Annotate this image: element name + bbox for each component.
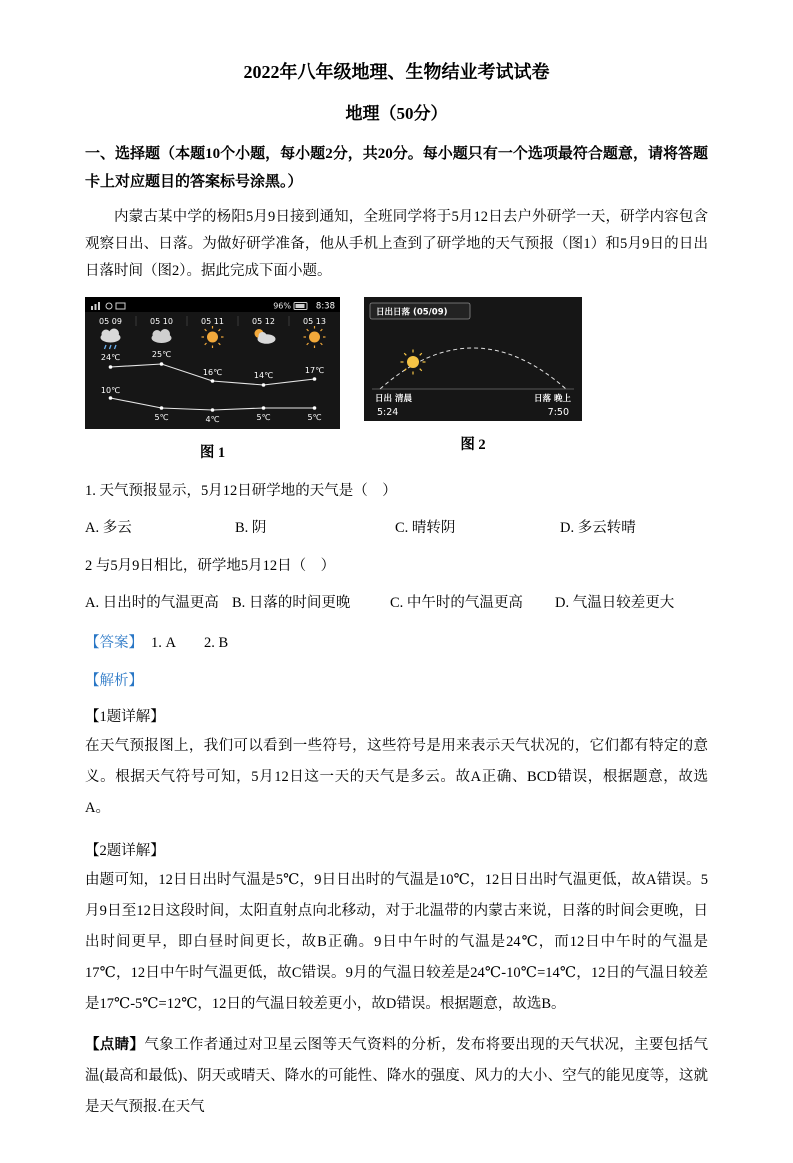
- figure1-caption: 图 1: [199, 445, 226, 461]
- section-heading: 一、选择题（本题10个小题，每小题2分，共20分。每小题只有一个选项最符合题意，请将答题卡上对应题目的答案标号涂黑。）: [85, 146, 708, 190]
- answer-line: [85, 631, 708, 652]
- question-1-options: [85, 516, 708, 537]
- low-temp-label: 5℃: [256, 413, 271, 422]
- sunrise-sunset-svg: [364, 297, 582, 421]
- tip-paragraph: [85, 1030, 708, 1123]
- question-1-text: 1. 天气预报显示，5月12日研学地的天气是（ ）: [85, 483, 397, 499]
- detail1-text: 在天气预报图上，我们可以看到一些符号，这些符号是用来表示天气状况的，它们都有特定的意义。根据天气符号可知，5月12日这一天的天气是多云。故A正确、BCD错误，根据题意，故选A。: [85, 738, 708, 816]
- figure2-caption: 图 2: [460, 437, 486, 453]
- answer-label: 【答案】: [85, 635, 143, 651]
- battery-fill: [296, 304, 305, 308]
- weather-forecast-figure: [85, 297, 340, 429]
- weather-forecast-svg: [85, 297, 340, 429]
- low-temp-label: 5℃: [154, 413, 169, 422]
- date-label: 05 09: [99, 317, 122, 326]
- detail2-label: 【2题详解】: [85, 843, 165, 859]
- sunset-label: 日落 晚上: [534, 394, 571, 404]
- figure2-title: 日出日落 (05/09): [376, 307, 448, 318]
- battery-percent: 96%: [273, 301, 291, 311]
- status-time: 8:38: [315, 301, 335, 312]
- figure2-block: [364, 297, 582, 454]
- option-c: C. 中午时的气温更高: [390, 595, 523, 611]
- low-temp-label: 5℃: [307, 413, 322, 422]
- high-temp-label: 25℃: [151, 350, 172, 359]
- option-b: B. 日落的时间更晚: [232, 595, 351, 611]
- detail1-label: 【1题详解】: [85, 709, 165, 725]
- answer-q2: 2. B: [203, 635, 229, 651]
- tip-text: 气象工作者通过对卫星云图等天气资料的分析，发布将要出现的天气状况，主要包括气温(最高和最低)、阴天或晴天、降水的可能性、降水的强度、风力的大小、空气的能见度等，这就是天气预报.在天气: [85, 1037, 709, 1115]
- tip-label: 【点睛】: [85, 1037, 145, 1053]
- question-2-options: [85, 591, 708, 612]
- figure1-block: [85, 297, 340, 462]
- answer-q1: 1. A: [151, 635, 176, 651]
- date-label: 05 12: [252, 317, 275, 326]
- sunrise-sunset-figure: [364, 297, 582, 421]
- high-temp-label: 17℃: [304, 366, 325, 375]
- high-temp-label: 24℃: [100, 353, 121, 362]
- question-2-text: 2 与5月9日相比，研学地5月12日（ ）: [85, 558, 336, 574]
- option-a: A. 多云: [85, 520, 132, 536]
- date-label: 05 10: [150, 317, 173, 326]
- low-temp-label: 4℃: [205, 415, 220, 424]
- sunrise-label: 日出 清晨: [375, 394, 412, 404]
- figures-row: [85, 297, 708, 462]
- date-label: 05 13: [303, 317, 326, 326]
- low-temp-label: 10℃: [100, 386, 121, 395]
- detail2-text: 由题可知，12日日出时气温是5℃，9日日出时的气温是10℃，12日日出时气温更低，故A错误。5月9日至12日这段时间，太阳直射点向北移动，对于北温带的内蒙古来说，日落的时间会更晚，日出时间更早，即白昼时间更长，故B正确。9日中午时的气温是24℃，而12日中午时的气温是17℃，12日中午时气温更低，故C错误。9月的气温日较差是24℃-10℃=14℃，12日的气温日较差是17℃-5℃=12℃，12日的气温日较差更小，故D错误。根据题意，故选B。: [85, 872, 708, 1012]
- intro-paragraph: 内蒙古某中学的杨阳5月9日接到通知，全班同学将于5月12日去户外研学一天，研学内容包含观察日出、日落。为做好研学准备，他从手机上查到了研学地的天气预报（图1）和5月9日的日出日落时间（图2）。据此完成下面小题。: [85, 209, 708, 279]
- option-d: D. 多云转晴: [560, 520, 636, 536]
- page-subtitle: 地理（50分）: [345, 104, 448, 123]
- high-temp-label: 14℃: [253, 371, 274, 380]
- analysis-label: 【解析】: [85, 673, 143, 689]
- option-c: C. 晴转阴: [395, 520, 456, 536]
- date-label: 05 11: [201, 317, 224, 326]
- page-title: 2022年八年级地理、生物结业考试试卷: [243, 62, 550, 82]
- sunrise-time: 5:24: [377, 407, 399, 418]
- cloudy-icon: [152, 329, 172, 343]
- sunset-time: 7:50: [547, 407, 569, 418]
- option-a: A. 日出时的气温更高: [85, 595, 219, 611]
- option-d: D. 气温日较差更大: [555, 595, 675, 611]
- high-temp-label: 16℃: [202, 368, 223, 377]
- option-b: B. 阴: [235, 520, 267, 536]
